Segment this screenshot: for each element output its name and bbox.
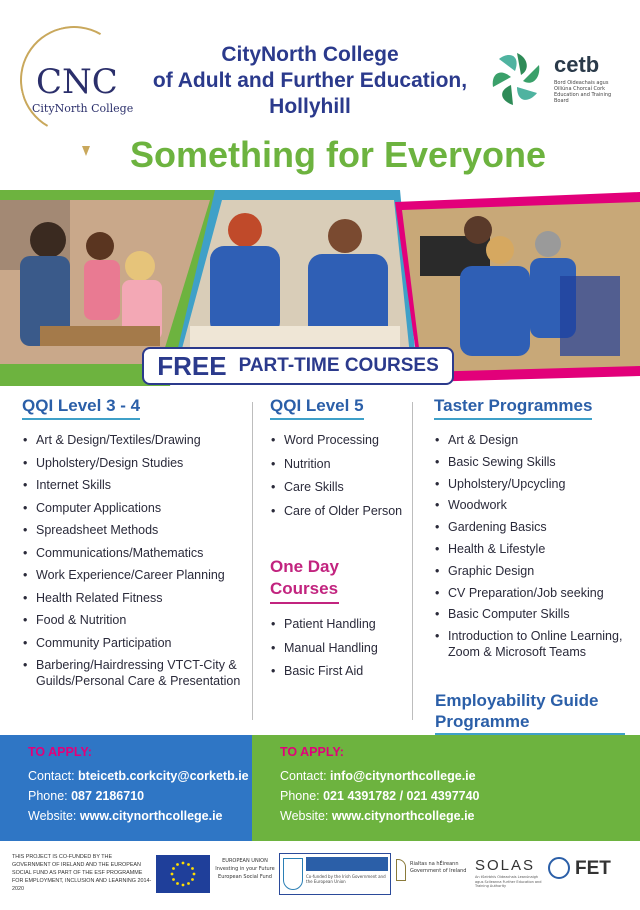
contact-email-link[interactable]: info@citynorthcollege.ie xyxy=(330,769,476,783)
list-item: • CV Preparation/Job seeking xyxy=(434,585,624,601)
list-item: • Internet Skills xyxy=(22,477,252,493)
cetb-swirl-icon xyxy=(488,50,546,108)
phone-line-left xyxy=(28,789,144,803)
contact-line-right xyxy=(280,769,476,783)
list-item: • Basic First Aid xyxy=(270,663,410,679)
list-item: • Spreadsheet Methods xyxy=(22,522,252,538)
one-day-title-line1: One Day xyxy=(270,557,339,576)
phone-line-right xyxy=(280,789,480,803)
website-line-right xyxy=(280,809,475,823)
employability-guide-title xyxy=(435,690,625,735)
shield-icon xyxy=(283,858,303,890)
government-of-ireland-logo xyxy=(396,855,471,895)
cetb-logo xyxy=(488,50,623,120)
taster-programmes-column xyxy=(434,396,624,666)
globe-icon xyxy=(548,857,570,879)
college-name-line3: Hollyhill xyxy=(269,95,351,118)
qqi-level-5-column xyxy=(270,396,410,687)
qqi-level-5-title: QQI Level 5 xyxy=(270,396,364,420)
website-link[interactable]: www.citynorthcollege.ie xyxy=(79,809,223,823)
phone-label: Phone: xyxy=(280,789,320,803)
esif-banner xyxy=(306,857,388,871)
list-item: • Woodwork xyxy=(434,497,624,513)
qqi-level-3-4-list xyxy=(22,432,252,689)
college-name-line2: of Adult and Further Education, xyxy=(152,69,468,92)
list-item: • Community Participation xyxy=(22,635,252,651)
list-item: • Art & Design xyxy=(434,432,624,448)
apply-panel-left xyxy=(0,735,252,841)
list-item: • Patient Handling xyxy=(270,616,410,632)
contact-label: Contact: xyxy=(28,769,75,783)
eu-stars-icon xyxy=(156,855,210,893)
harp-icon xyxy=(396,859,406,881)
cetb-wordmark: cetb xyxy=(554,52,600,77)
list-item: • Care Skills xyxy=(270,479,410,495)
employability-title-line1: Employability Guide xyxy=(435,691,599,710)
poster-header xyxy=(0,0,640,185)
tagline: Something for Everyone xyxy=(129,134,547,175)
apply-heading-left: TO APPLY: xyxy=(28,745,92,759)
list-item: • Graphic Design xyxy=(434,563,624,579)
solas-caption: An tSeirbhís Oideachais Leanúnaigh agus Scileanna Further Education and Training Authority xyxy=(475,875,542,888)
apply-heading-right: TO APPLY: xyxy=(280,745,344,759)
list-item: • Health Related Fitness xyxy=(22,590,252,606)
list-item: • Art & Design/Textiles/Drawing xyxy=(22,432,252,448)
list-item: • Upholstery/Design Studies xyxy=(22,455,252,471)
cnc-logo xyxy=(18,26,138,146)
list-item: • Computer Applications xyxy=(22,500,252,516)
website-link[interactable]: www.citynorthcollege.ie xyxy=(331,809,475,823)
list-item: • Basic Computer Skills xyxy=(434,606,624,622)
column-divider-2 xyxy=(412,402,413,720)
website-label: Website: xyxy=(280,809,329,823)
list-item: • Health & Lifestyle xyxy=(434,541,624,557)
contact-line-left xyxy=(28,769,249,783)
free-label: FREE xyxy=(157,350,227,381)
phone-number[interactable]: 087 2186710 xyxy=(71,789,145,803)
list-item: • Food & Nutrition xyxy=(22,612,252,628)
college-name xyxy=(150,42,470,120)
cetb-subtitle: Bord Oideachais agus Oiliúna Chorcaí Cork Education and Training Board xyxy=(554,80,612,104)
qqi-level-5-list xyxy=(270,432,410,519)
eu-esf-caption: EUROPEAN UNION Investing in your Future European Social Fund xyxy=(215,858,275,880)
taster-programmes-list xyxy=(434,432,624,660)
part-time-courses-label: PART-TIME COURSES xyxy=(238,355,439,376)
list-item: • Communications/Mathematics xyxy=(22,545,252,561)
phone-number[interactable]: 021 4391782 / 021 4397740 xyxy=(323,789,480,803)
free-courses-badge xyxy=(142,347,454,385)
eu-flag-icon xyxy=(156,855,210,893)
list-item: • Introduction to Online Learning, Zoom & Microsoft Teams xyxy=(434,628,624,660)
funding-footer xyxy=(0,841,640,910)
solas-logo: SOLAS xyxy=(475,857,536,874)
column-divider-1 xyxy=(252,402,253,720)
list-item: • Care of Older Person xyxy=(270,503,410,519)
college-name-line1: CityNorth College xyxy=(221,43,399,66)
one-day-courses-title xyxy=(270,556,339,604)
qqi-level-3-4-title: QQI Level 3 - 4 xyxy=(22,396,140,420)
website-line-left xyxy=(28,809,223,823)
list-item: • Manual Handling xyxy=(270,640,410,656)
contact-email-link[interactable]: bteicetb.corkcity@corketb.ie xyxy=(78,769,249,783)
phone-label: Phone: xyxy=(28,789,68,803)
esif-logo xyxy=(279,853,391,895)
cnc-logo-letters: CNC xyxy=(36,62,118,102)
list-item: • Work Experience/Career Planning xyxy=(22,567,252,583)
government-caption: Rialtas na hÉireann Government of Ireland xyxy=(410,861,467,874)
esif-caption: Co-funded by the Irish Government and the European Union xyxy=(306,874,386,884)
fet-logo: FET xyxy=(575,858,611,879)
list-item: • Nutrition xyxy=(270,456,410,472)
website-label: Website: xyxy=(28,809,77,823)
one-day-courses-list xyxy=(270,616,410,679)
qqi-level-3-4-column xyxy=(22,396,252,696)
one-day-title-line2: Courses xyxy=(270,579,339,598)
list-item: • Basic Sewing Skills xyxy=(434,454,624,470)
list-item: • Gardening Basics xyxy=(434,519,624,535)
list-item: • Word Processing xyxy=(270,432,410,448)
cnc-logo-subtitle: CityNorth College xyxy=(32,102,134,115)
list-item: • Barbering/Hairdressing VTCT-City & Guilds/Personal Care & Presentation xyxy=(22,657,252,689)
list-item: • Upholstery/Upcycling xyxy=(434,476,624,492)
taster-programmes-title: Taster Programmes xyxy=(434,396,592,420)
cofund-statement: THIS PROJECT IS CO-FUNDED BY THE GOVERNMENT OF IRELAND AND THE EUROPEAN SOCIAL FUND AS PART OF THE ESF PROGRAMME FOR EMPLOYMENT, INCLUSION AND LEARNING 2014-2020 xyxy=(12,854,152,892)
employability-title-line2: Programme xyxy=(435,712,530,731)
contact-label: Contact: xyxy=(280,769,327,783)
apply-panel-right xyxy=(252,735,640,841)
